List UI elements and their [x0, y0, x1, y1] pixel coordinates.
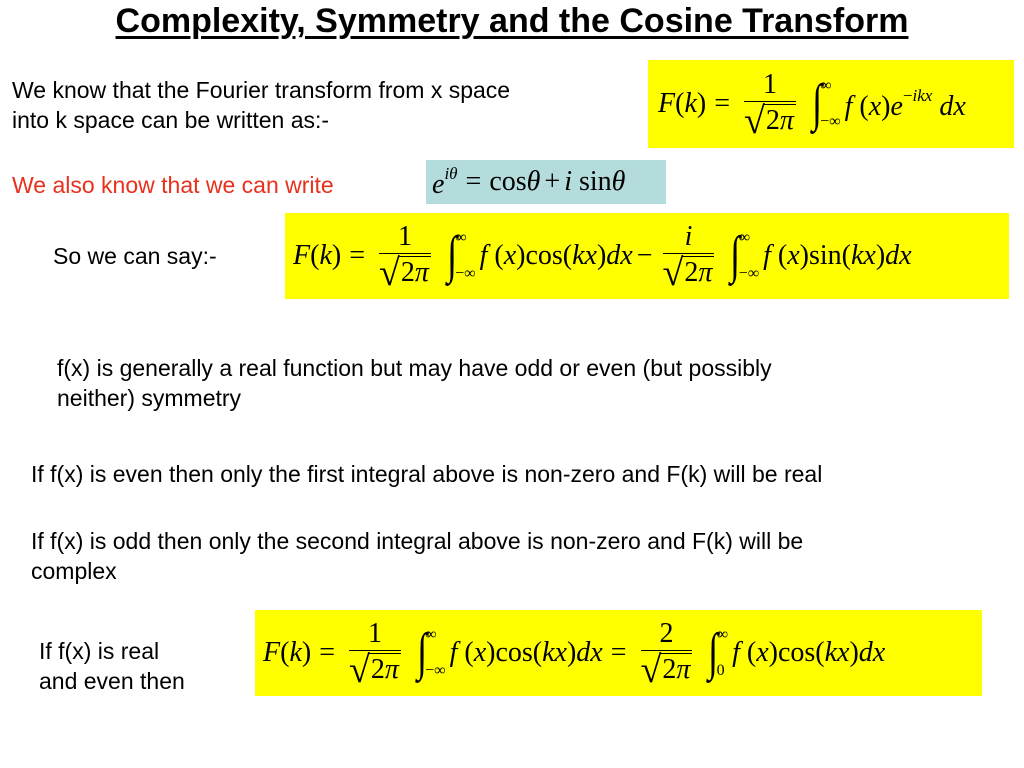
symmetry-paragraph: [57, 353, 772, 413]
cosine-transform-equation: F(k) = 1 √ 2π ∫ ∞ −∞ f (x)cos(kx)dx = 2 √ 2π ∫ ∞ 0 f (x)cos(kx)dx: [255, 610, 982, 696]
odd-paragraph: [31, 526, 803, 586]
euler-intro-text: We also know that we can write: [12, 172, 334, 198]
odd-line-1: If f(x) is odd then only the second integral above is non-zero and F(k) will be: [31, 528, 804, 554]
intro-line-2: into k space can be written as:-: [12, 107, 330, 133]
real-even-line-1: If f(x) is real: [39, 638, 160, 664]
slide-title: Complexity, Symmetry and the Cosine Transform: [115, 2, 909, 40]
split-transform-equation: F(k) = 1 √ 2π ∫ ∞ −∞ f (x)cos(kx)dx − i √ 2π ∫ ∞ −∞ f (x)sin(kx)dx: [285, 213, 1009, 299]
so-we-can-say-text: So we can say:-: [53, 243, 217, 269]
symmetry-line-2: neither) symmetry: [57, 385, 242, 411]
real-even-paragraph: [39, 636, 185, 696]
symmetry-line-1: f(x) is generally a real function but may have odd or even (but possibly: [57, 355, 772, 381]
fourier-transform-equation: F(k) = 1 √ 2π ∫ ∞ −∞ f $(x)e^{-ikx}$ dx: [648, 60, 1014, 148]
intro-line-1: We know that the Fourier transform from x space: [12, 77, 511, 103]
odd-line-2: complex: [31, 558, 117, 584]
intro-text: [12, 75, 510, 135]
euler-formula: $e^{i\theta}$ = cosθ + i sinθ: [426, 160, 666, 204]
even-paragraph: If f(x) is even then only the first integral above is non-zero and F(k) will be real: [31, 461, 823, 487]
real-even-line-2: and even then: [39, 668, 185, 694]
